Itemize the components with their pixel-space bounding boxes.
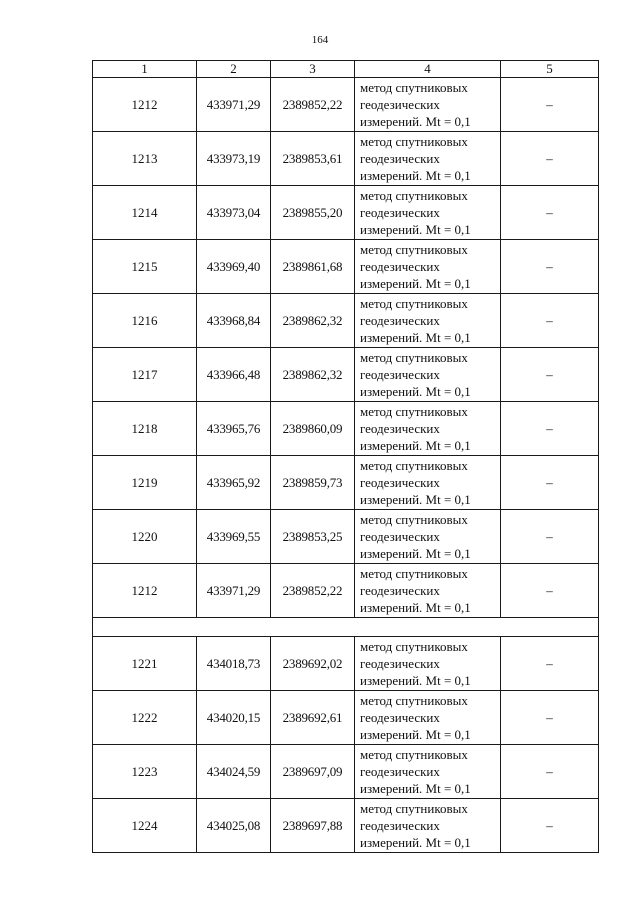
coordinate-y: 2389852,22 <box>271 564 355 618</box>
point-number: 1224 <box>93 799 197 853</box>
coordinate-x: 433971,29 <box>197 78 271 132</box>
coordinate-x: 434024,59 <box>197 745 271 799</box>
coordinate-x: 433973,19 <box>197 132 271 186</box>
method-description <box>355 510 501 564</box>
method-line: геодезических <box>360 259 440 274</box>
method-line: измерений. Mt = 0,1 <box>360 835 471 850</box>
coordinate-x: 433968,84 <box>197 294 271 348</box>
note-dash: – <box>501 637 599 691</box>
point-number: 1223 <box>93 745 197 799</box>
method-line: геодезических <box>360 97 440 112</box>
coordinate-x: 433971,29 <box>197 564 271 618</box>
method-line: измерений. Mt = 0,1 <box>360 384 471 399</box>
method-line: метод спутниковых <box>360 801 468 816</box>
coordinate-x: 433973,04 <box>197 186 271 240</box>
method-line: измерений. Mt = 0,1 <box>360 438 471 453</box>
point-number: 1213 <box>93 132 197 186</box>
method-line: метод спутниковых <box>360 134 468 149</box>
header-col-4: 4 <box>355 61 501 78</box>
method-line: метод спутниковых <box>360 188 468 203</box>
coordinate-y: 2389853,25 <box>271 510 355 564</box>
header-col-2: 2 <box>197 61 271 78</box>
method-line: метод спутниковых <box>360 242 468 257</box>
coordinate-x: 433966,48 <box>197 348 271 402</box>
method-line: метод спутниковых <box>360 296 468 311</box>
method-description <box>355 132 501 186</box>
table-body <box>93 78 599 853</box>
note-dash: – <box>501 348 599 402</box>
table-row <box>93 294 599 348</box>
note-dash: – <box>501 564 599 618</box>
table-row <box>93 564 599 618</box>
header-col-1: 1 <box>93 61 197 78</box>
coordinate-y: 2389861,68 <box>271 240 355 294</box>
table-row <box>93 186 599 240</box>
table-row <box>93 745 599 799</box>
point-number: 1212 <box>93 564 197 618</box>
method-description <box>355 240 501 294</box>
method-description <box>355 745 501 799</box>
method-line: геодезических <box>360 710 440 725</box>
method-line: измерений. Mt = 0,1 <box>360 600 471 615</box>
method-line: измерений. Mt = 0,1 <box>360 330 471 345</box>
note-dash: – <box>501 510 599 564</box>
note-dash: – <box>501 78 599 132</box>
coordinate-y: 2389860,09 <box>271 402 355 456</box>
note-dash: – <box>501 799 599 853</box>
coordinate-y: 2389852,22 <box>271 78 355 132</box>
coordinate-y: 2389697,88 <box>271 799 355 853</box>
coordinate-x: 433965,76 <box>197 402 271 456</box>
note-dash: – <box>501 186 599 240</box>
method-line: метод спутниковых <box>360 747 468 762</box>
table-row <box>93 637 599 691</box>
method-line: метод спутниковых <box>360 693 468 708</box>
coordinate-y: 2389862,32 <box>271 348 355 402</box>
note-dash: – <box>501 456 599 510</box>
point-number: 1219 <box>93 456 197 510</box>
point-number: 1214 <box>93 186 197 240</box>
method-line: измерений. Mt = 0,1 <box>360 276 471 291</box>
note-dash: – <box>501 402 599 456</box>
page-number: 164 <box>311 34 329 46</box>
separator-cell <box>93 618 599 637</box>
point-number: 1221 <box>93 637 197 691</box>
header-col-3: 3 <box>271 61 355 78</box>
method-line: измерений. Mt = 0,1 <box>360 168 471 183</box>
method-line: измерений. Mt = 0,1 <box>360 222 471 237</box>
method-line: измерений. Mt = 0,1 <box>360 727 471 742</box>
group-separator-row <box>93 618 599 637</box>
method-line: метод спутниковых <box>360 404 468 419</box>
coordinates-table <box>92 60 599 853</box>
method-description <box>355 78 501 132</box>
method-description <box>355 186 501 240</box>
note-dash: – <box>501 691 599 745</box>
method-line: геодезических <box>360 313 440 328</box>
coordinate-y: 2389692,61 <box>271 691 355 745</box>
method-line: измерений. Mt = 0,1 <box>360 781 471 796</box>
coordinate-x: 434018,73 <box>197 637 271 691</box>
method-line: геодезических <box>360 151 440 166</box>
coordinate-y: 2389697,09 <box>271 745 355 799</box>
method-line: геодезических <box>360 421 440 436</box>
method-description <box>355 799 501 853</box>
note-dash: – <box>501 745 599 799</box>
point-number: 1220 <box>93 510 197 564</box>
method-description <box>355 402 501 456</box>
coordinate-y: 2389853,61 <box>271 132 355 186</box>
coordinate-x: 433965,92 <box>197 456 271 510</box>
method-description <box>355 691 501 745</box>
coordinate-y: 2389862,32 <box>271 294 355 348</box>
method-description <box>355 637 501 691</box>
method-line: геодезических <box>360 656 440 671</box>
method-description <box>355 456 501 510</box>
point-number: 1212 <box>93 78 197 132</box>
note-dash: – <box>501 294 599 348</box>
coordinate-x: 433969,55 <box>197 510 271 564</box>
table-row <box>93 240 599 294</box>
method-description <box>355 564 501 618</box>
table-row <box>93 132 599 186</box>
coordinate-x: 433969,40 <box>197 240 271 294</box>
method-line: метод спутниковых <box>360 80 468 95</box>
note-dash: – <box>501 240 599 294</box>
table-header-row <box>93 61 599 78</box>
method-line: геодезических <box>360 475 440 490</box>
method-line: метод спутниковых <box>360 512 468 527</box>
method-description <box>355 294 501 348</box>
method-line: геодезических <box>360 529 440 544</box>
method-line: метод спутниковых <box>360 350 468 365</box>
coordinate-x: 434020,15 <box>197 691 271 745</box>
method-line: метод спутниковых <box>360 639 468 654</box>
method-description <box>355 348 501 402</box>
table-row <box>93 691 599 745</box>
point-number: 1222 <box>93 691 197 745</box>
point-number: 1216 <box>93 294 197 348</box>
table-row <box>93 78 599 132</box>
table-row <box>93 510 599 564</box>
method-line: геодезических <box>360 367 440 382</box>
method-line: измерений. Mt = 0,1 <box>360 492 471 507</box>
method-line: геодезических <box>360 818 440 833</box>
table-row <box>93 456 599 510</box>
method-line: измерений. Mt = 0,1 <box>360 114 471 129</box>
method-line: измерений. Mt = 0,1 <box>360 673 471 688</box>
point-number: 1218 <box>93 402 197 456</box>
table-row <box>93 402 599 456</box>
method-line: метод спутниковых <box>360 458 468 473</box>
point-number: 1215 <box>93 240 197 294</box>
method-line: метод спутниковых <box>360 566 468 581</box>
table-row <box>93 799 599 853</box>
coordinate-y: 2389859,73 <box>271 456 355 510</box>
note-dash: – <box>501 132 599 186</box>
method-line: геодезических <box>360 583 440 598</box>
coordinate-y: 2389855,20 <box>271 186 355 240</box>
coordinate-y: 2389692,02 <box>271 637 355 691</box>
method-line: геодезических <box>360 764 440 779</box>
coordinate-x: 434025,08 <box>197 799 271 853</box>
header-col-5: 5 <box>501 61 599 78</box>
point-number: 1217 <box>93 348 197 402</box>
table-row <box>93 348 599 402</box>
method-line: геодезических <box>360 205 440 220</box>
method-line: измерений. Mt = 0,1 <box>360 546 471 561</box>
